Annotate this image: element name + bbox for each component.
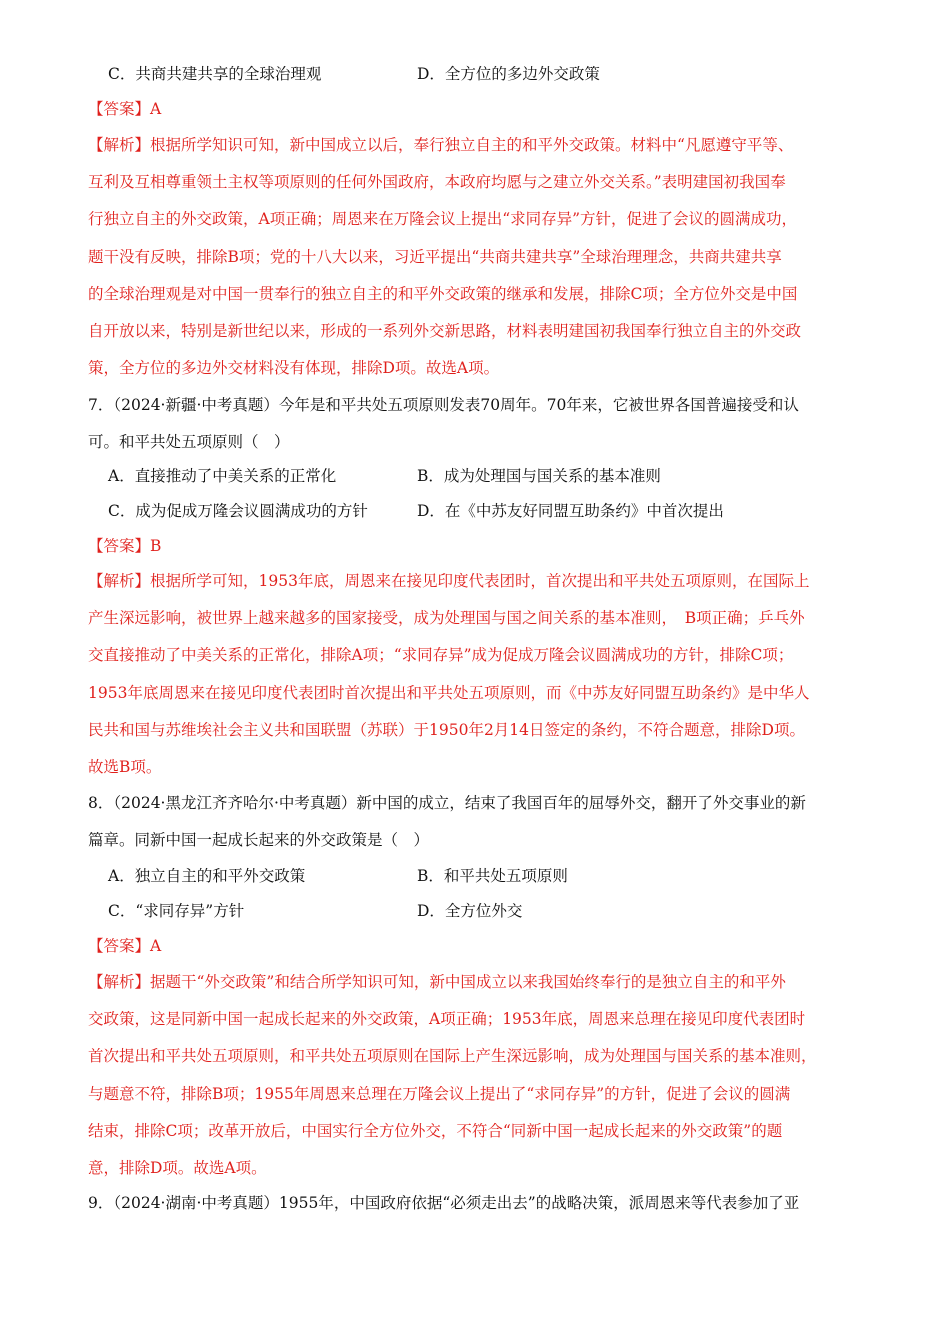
q8-stem-line: 8．（2024·黑龙江齐齐哈尔·中考真题）新中国的成立，结束了我国百年的屈辱外交，翻开了外交事业的新 (88, 794, 806, 812)
q8-options-ab-right: B．和平共处五项原则 (417, 867, 568, 885)
q7-analysis-line: 【解析】根据所学可知，1953年底，周恩来在接见印度代表团时，首次提出和平共处五项原则，在国际上 (88, 572, 810, 590)
q7-options-ab-left: A．直接推动了中美关系的正常化 (108, 467, 337, 485)
q6-analysis-line: 自开放以来，特别是新世纪以来，形成的一系列外交新思路，材料表明建国初我国奉行独立自主的外交政 (88, 322, 802, 340)
q8-analysis-line: 与题意不符，排除B项；1955年周恩来总理在万隆会议上提出了“求同存异”的方针，促进了会议的圆满 (88, 1084, 791, 1103)
q7-analysis-line: 故选B项。 (88, 758, 162, 776)
q8-analysis-line: 【解析】据题干“外交政策”和结合所学知识可知，新中国成立以来我国始终奉行的是独立自主的和平外 (88, 973, 786, 991)
q8-stem-line: 篇章。同新中国一起成长起来的外交政策是（ ） (88, 831, 430, 850)
q8-analysis-line: 首次提出和平共处五项原则，和平共处五项原则在国际上产生深远影响，成为处理国与国关系的基本准则， (88, 1047, 817, 1066)
q7-analysis-line: 民共和国与苏维埃社会主义共和国联盟（苏联）于1950年2月14日签定的条约，不符合题意，排除D项。 (88, 720, 805, 739)
q8-options-cd-right: D．全方位外交 (417, 902, 523, 920)
q7-options-cd-left: C．成为促成万隆会议圆满成功的方针 (108, 502, 368, 520)
q7-analysis-line: 产生深远影响，被世界上越来越多的国家接受，成为处理国与国之间关系的基本准则， B项正确；乒乓外 (88, 609, 805, 628)
q7-answer: 【答案】B (88, 537, 162, 555)
q6-analysis-line: 行独立自主的外交政策，A项正确；周恩来在万隆会议上提出“求同存异”方针，促进了会议的圆满成功， (88, 210, 798, 229)
q6-options-cd-right: D．全方位的多边外交政策 (417, 65, 600, 83)
q6-options-cd-left: C．共商共建共享的全球治理观 (108, 65, 322, 83)
q6-analysis-line: 互利及互相尊重领土主权等项原则的任何外国政府，本政府均愿与之建立外交关系。”表明建国初我国奉 (88, 173, 786, 192)
q7-stem-line: 可。和平共处五项原则（ ） (88, 433, 290, 452)
q6-analysis-line: 策，全方位的多边外交材料没有体现，排除D项。故选A项。 (88, 359, 500, 378)
q7-options-ab-right: B．成为处理国与国关系的基本准则 (417, 467, 661, 485)
q8-answer: 【答案】A (88, 937, 162, 955)
q7-stem-line: 7．（2024·新疆·中考真题）今年是和平共处五项原则发表70周年。70年来，它被世界各国普遍接受和认 (88, 396, 799, 414)
q8-options-cd-left: C．“求同存异”方针 (108, 902, 245, 920)
q8-options-ab-left: A．独立自主的和平外交政策 (108, 867, 306, 885)
q8-analysis-line: 意，排除D项。故选A项。 (88, 1159, 267, 1177)
q8-analysis-line: 交政策，这是同新中国一起成长起来的外交政策，A项正确；1953年底，周恩来总理在接见印度代表团时 (88, 1010, 806, 1029)
q6-analysis-line: 【解析】根据所学知识可知，新中国成立以后，奉行独立自主的和平外交政策。材料中“凡愿遵守平等、 (88, 136, 794, 154)
q9-stem-line: 9．（2024·湖南·中考真题）1955年，中国政府依据“必须走出去”的战略决策，派周恩来等代表参加了亚 (88, 1194, 800, 1212)
q6-answer: 【答案】A (88, 100, 162, 118)
q8-analysis-line: 结束，排除C项；改革开放后，中国实行全方位外交，不符合“同新中国一起成长起来的外交政策”的题 (88, 1121, 783, 1140)
q6-analysis-line: 的全球治理观是对中国一贯奉行的独立自主的和平外交政策的继承和发展，排除C项；全方位外交是中国 (88, 284, 798, 303)
q6-analysis-line: 题干没有反映，排除B项；党的十八大以来，习近平提出“共商共建共享”全球治理理念，共商共建共享 (88, 247, 782, 266)
q7-options-cd-right: D．在《中苏友好同盟互助条约》中首次提出 (417, 502, 724, 520)
q7-analysis-line: 交直接推动了中美关系的正常化，排除A项；“求同存异”成为促成万隆会议圆满成功的方针，排除C项； (88, 646, 794, 665)
q7-analysis-line: 1953年底周恩来在接见印度代表团时首次提出和平共处五项原则，而《中苏友好同盟互助条约》是中华人 (88, 683, 810, 702)
